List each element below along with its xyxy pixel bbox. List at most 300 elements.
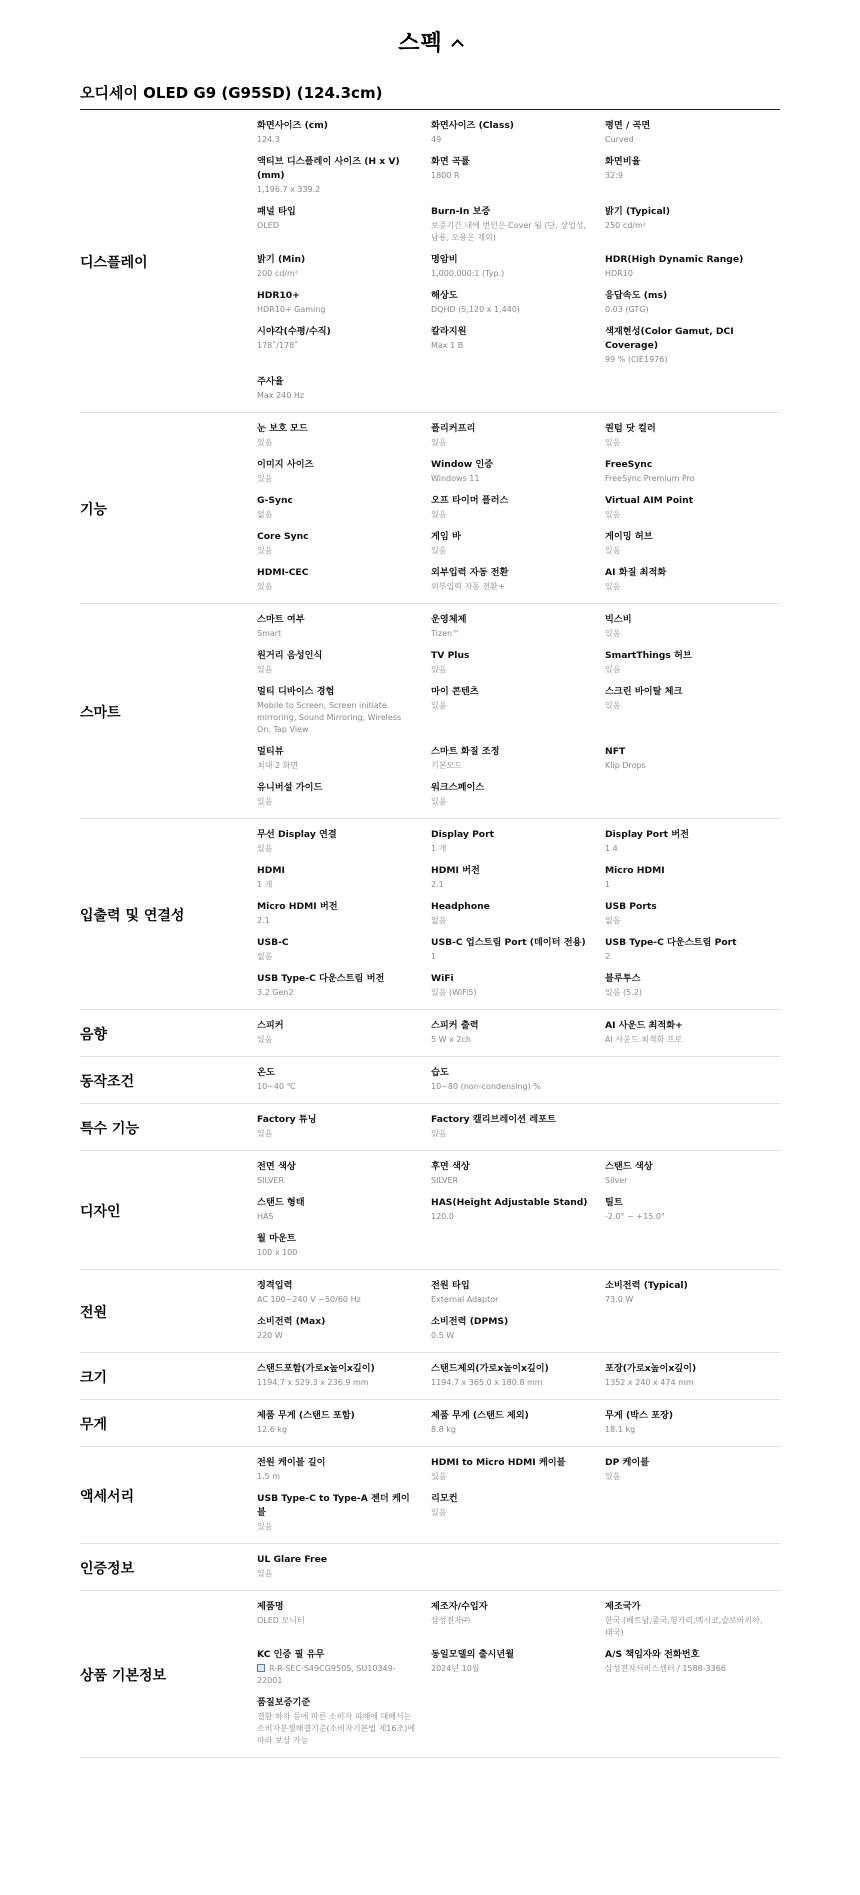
spec-label: 습도 — [431, 1067, 449, 1078]
spec-label: 스피커 출력 — [431, 1020, 479, 1031]
spec-section — [80, 413, 780, 604]
spec-item — [605, 116, 779, 152]
spec-item — [431, 250, 605, 286]
spec-value: 없음 — [605, 916, 621, 925]
spec-item — [431, 682, 605, 742]
spec-value: 외부입력 자동 전환+ — [431, 582, 505, 591]
spec-value: 있음 — [605, 546, 621, 555]
spec-label: USB Type-C 다운스트림 버전 — [257, 973, 385, 984]
spec-item — [257, 491, 431, 527]
spec-item — [257, 1110, 431, 1146]
spec-label: 소비전력 (DPMS) — [431, 1316, 509, 1327]
spec-value: 있음 — [431, 1472, 447, 1481]
spec-grid — [257, 1016, 780, 1052]
spec-item — [605, 322, 779, 372]
spec-value: 220 W — [257, 1331, 283, 1340]
spec-item — [257, 202, 431, 250]
kc-mark-icon — [257, 1664, 265, 1672]
spec-value: 결함·하자 등에 따른 소비자 피해에 대해서는 소비자분쟁해결기준(소비자기본법 제16조)에 따라 보상 가능 — [257, 1712, 416, 1745]
spec-item — [257, 250, 431, 286]
spec-label: Factory 튜닝 — [257, 1114, 317, 1125]
spec-item — [257, 1193, 431, 1229]
spec-value: OLED 모니터 — [257, 1616, 305, 1625]
spec-label: 품질보증기준 — [257, 1697, 311, 1708]
spec-header[interactable] — [0, 0, 860, 70]
spec-value: 0.5 W — [431, 1331, 455, 1340]
spec-section — [80, 1151, 780, 1270]
spec-section — [80, 1400, 780, 1447]
spec-sections — [80, 110, 780, 1758]
spec-label: 밝기 (Min) — [257, 254, 306, 265]
spec-value: 0.03 (GTG) — [605, 305, 649, 314]
spec-item — [257, 1597, 431, 1645]
spec-item — [605, 1276, 779, 1312]
spec-item — [431, 152, 605, 202]
spec-label: UL Glare Free — [257, 1554, 328, 1565]
spec-label: 해상도 — [431, 290, 458, 301]
spec-value: 없음 — [257, 510, 273, 519]
spec-grid — [257, 825, 780, 1005]
spec-item — [431, 1063, 605, 1099]
spec-item — [257, 1645, 431, 1693]
kc-number: R-R-SEC-S49CG950S, SU10349-22001 — [257, 1664, 396, 1685]
spec-value: 있음 — [431, 665, 447, 674]
spec-item — [257, 372, 431, 408]
spec-value: 99 % (CIE1976) — [605, 355, 668, 364]
spec-value: 있음 — [257, 1035, 273, 1044]
section-title: 액세서리 — [80, 1489, 135, 1505]
spec-value: 10~40 ℃ — [257, 1082, 296, 1091]
spec-value: 있음 — [605, 665, 621, 674]
spec-item — [605, 646, 779, 682]
spec-value: 18.1 kg — [605, 1425, 636, 1434]
spec-value: Klip Drops — [605, 761, 646, 770]
spec-value: 8.8 kg — [431, 1425, 456, 1434]
spec-value: 1 — [431, 952, 437, 961]
spec-label: 무게 (박스 포장) — [605, 1410, 674, 1421]
spec-label: 빅스비 — [605, 614, 632, 625]
spec-item — [431, 527, 605, 563]
spec-label: DP 케이블 — [605, 1457, 650, 1468]
spec-item — [605, 1016, 779, 1052]
spec-label: 액티브 디스플레이 사이즈 (H x V) (mm) — [257, 156, 400, 181]
spec-value: 있음 — [431, 510, 447, 519]
spec-value: 있음 — [257, 1129, 273, 1138]
spec-label: 응답속도 (ms) — [605, 290, 668, 301]
spec-item — [431, 1016, 605, 1052]
spec-value: 삼성전자㈜ — [431, 1616, 470, 1625]
spec-value: 없음 — [257, 952, 273, 961]
spec-label: USB Type-C 다운스트림 Port — [605, 937, 737, 948]
chevron-up-icon[interactable] — [451, 39, 464, 52]
spec-value: 있음 — [257, 1522, 273, 1531]
spec-item — [257, 527, 431, 563]
spec-section — [80, 604, 780, 819]
spec-value: Max 240 Hz — [257, 391, 305, 400]
spec-item — [257, 1063, 431, 1099]
spec-label: 스탠드제외(가로x높이x깊이) — [431, 1363, 549, 1374]
spec-value: 1352 x 240 x 474 mm — [605, 1378, 694, 1387]
spec-label: 평면 / 곡면 — [605, 120, 651, 131]
spec-grid — [257, 1157, 780, 1265]
spec-label: 게임 바 — [431, 531, 461, 542]
spec-label: 무선 Display 연결 — [257, 829, 337, 840]
spec-value: 기본모드 — [431, 761, 462, 770]
spec-item — [257, 152, 431, 202]
spec-value: OLED — [257, 221, 279, 230]
section-title: 무게 — [80, 1417, 108, 1433]
spec-label: 전면 색상 — [257, 1161, 296, 1172]
spec-value: FreeSync Premium Pro — [605, 474, 695, 483]
spec-item — [605, 825, 779, 861]
spec-section — [80, 1057, 780, 1104]
spec-item — [257, 742, 431, 778]
spec-item — [257, 419, 431, 455]
spec-value: 178˚/178˚ — [257, 341, 299, 350]
spec-item — [257, 825, 431, 861]
spec-label: HDMI — [257, 865, 285, 876]
spec-label: 정격입력 — [257, 1280, 293, 1291]
spec-item — [605, 563, 779, 599]
spec-item — [605, 152, 779, 202]
spec-item — [431, 933, 605, 969]
spec-value: 있음 — [605, 582, 621, 591]
spec-value: HDR10 — [605, 269, 633, 278]
spec-value: 있음 — [257, 546, 273, 555]
spec-item — [257, 1693, 431, 1753]
section-title: 인증정보 — [80, 1561, 135, 1577]
spec-label: HDMI-CEC — [257, 567, 309, 578]
spec-label: 워크스페이스 — [431, 782, 485, 793]
spec-value: AC 100~240 V ~50/60 Hz — [257, 1295, 361, 1304]
spec-value: 12.6 kg — [257, 1425, 288, 1434]
spec-value: 있음 — [605, 629, 621, 638]
spec-label: 제조국가 — [605, 1601, 641, 1612]
spec-value: 32:9 — [605, 171, 623, 180]
spec-item — [257, 778, 431, 814]
spec-label: TV Plus — [431, 650, 470, 661]
spec-item — [257, 455, 431, 491]
spec-label: 전원 타입 — [431, 1280, 470, 1291]
spec-label: 소비전력 (Max) — [257, 1316, 326, 1327]
spec-value: 있음 — [605, 701, 621, 710]
spec-title: 스펙 — [398, 30, 443, 56]
spec-item — [431, 825, 605, 861]
spec-label: 후면 색상 — [431, 1161, 470, 1172]
spec-value: 있음 — [431, 797, 447, 806]
spec-item — [257, 1359, 431, 1395]
spec-value: 1.5 m — [257, 1472, 281, 1481]
spec-value: 있음 — [431, 438, 447, 447]
spec-label: USB-C — [257, 937, 289, 948]
spec-item — [257, 1489, 431, 1539]
spec-item — [431, 1453, 605, 1489]
spec-item — [431, 861, 605, 897]
spec-label: 스크린 바이탈 체크 — [605, 686, 683, 697]
spec-label: 칼라지원 — [431, 326, 467, 337]
spec-label: 스피커 — [257, 1020, 284, 1031]
spec-item — [431, 202, 605, 250]
spec-label: HDR(High Dynamic Range) — [605, 254, 744, 265]
spec-value: SILVER — [431, 1176, 459, 1185]
spec-value: 1,000,000:1 (Typ.) — [431, 269, 505, 278]
spec-grid — [257, 419, 780, 599]
spec-item — [431, 778, 605, 814]
spec-item — [257, 1229, 431, 1265]
spec-label: 동일모델의 출시년월 — [431, 1649, 515, 1660]
spec-value: 1194.7 x 365.0 x 180.8 mm — [431, 1378, 543, 1387]
spec-value: 있음 — [257, 665, 273, 674]
spec-value: 있음 — [431, 546, 447, 555]
spec-label: 월 마운트 — [257, 1233, 296, 1244]
spec-section — [80, 1270, 780, 1353]
spec-item — [605, 527, 779, 563]
spec-item — [605, 742, 779, 778]
spec-item — [257, 286, 431, 322]
spec-value: Tizen™ — [431, 629, 461, 638]
spec-value: 있음 — [605, 438, 621, 447]
spec-item — [431, 646, 605, 682]
spec-label: 색재현성(Color Gamut, DCI Coverage) — [605, 326, 734, 351]
spec-label: 제품명 — [257, 1601, 284, 1612]
spec-value: SILVER — [257, 1176, 285, 1185]
spec-label: 플리커프리 — [431, 423, 476, 434]
spec-label: AI 사운드 최적화+ — [605, 1020, 683, 1031]
spec-item — [605, 286, 779, 322]
spec-item — [257, 610, 431, 646]
spec-section — [80, 1010, 780, 1057]
spec-item — [431, 419, 605, 455]
spec-label: 틸트 — [605, 1197, 623, 1208]
spec-item — [431, 1597, 605, 1645]
spec-label: SmartThings 허브 — [605, 650, 692, 661]
spec-label: 화면사이즈 (Class) — [431, 120, 515, 131]
spec-item — [431, 897, 605, 933]
section-title: 음향 — [80, 1027, 108, 1043]
spec-label: 운영체제 — [431, 614, 467, 625]
spec-label: 외부입력 자동 전환 — [431, 567, 509, 578]
spec-item — [431, 1312, 605, 1348]
spec-value: 2 — [605, 952, 611, 961]
spec-item — [257, 1453, 431, 1489]
spec-section — [80, 1544, 780, 1591]
spec-value: 3.2 Gen2 — [257, 988, 294, 997]
spec-item — [605, 1453, 779, 1489]
spec-grid — [257, 116, 780, 408]
spec-value: Curved — [605, 135, 634, 144]
spec-label: NFT — [605, 746, 626, 757]
spec-section — [80, 1353, 780, 1400]
spec-item — [431, 322, 605, 372]
spec-label: 게이밍 허브 — [605, 531, 653, 542]
spec-value: Windows 11 — [431, 474, 480, 483]
spec-value: 100 x 100 — [257, 1248, 298, 1257]
spec-label: 제품 무게 (스탠드 제외) — [431, 1410, 529, 1421]
spec-value: 1800 R — [431, 171, 460, 180]
spec-value: HAS — [257, 1212, 274, 1221]
spec-item — [257, 897, 431, 933]
spec-value — [257, 1663, 417, 1687]
spec-grid — [257, 1453, 780, 1539]
spec-value: 보증기간 내에 번인은 Cover 됨 (단, 상업성, 남용, 오용은 제외) — [431, 221, 587, 242]
spec-item — [257, 322, 431, 372]
spec-value: Mobile to Screen, Screen initiate mirroring, Sound Mirroring, Wireless On, Tap View — [257, 701, 402, 734]
spec-value: 있음 — [431, 1508, 447, 1517]
spec-label: 오프 타이머 플러스 — [431, 495, 509, 506]
spec-label: 전원 케이블 길이 — [257, 1457, 326, 1468]
spec-item — [605, 1359, 779, 1395]
spec-label: 패널 타입 — [257, 206, 296, 217]
spec-item — [605, 610, 779, 646]
spec-label: G-Sync — [257, 495, 293, 506]
spec-item — [431, 1406, 605, 1442]
section-title: 크기 — [80, 1370, 108, 1386]
spec-item — [431, 1193, 605, 1229]
spec-label: 멀티뷰 — [257, 746, 284, 757]
spec-section — [80, 819, 780, 1010]
spec-label: Factory 캘리브레이션 레포트 — [431, 1114, 556, 1125]
spec-item — [605, 1193, 779, 1229]
spec-label: Burn-In 보증 — [431, 206, 491, 217]
spec-item — [605, 419, 779, 455]
spec-label: 화면사이즈 (cm) — [257, 120, 328, 131]
section-title: 동작조건 — [80, 1074, 135, 1090]
spec-value: 있음 — [257, 797, 273, 806]
spec-value: AI 사운드 최적화 프로 — [605, 1035, 683, 1044]
spec-label: 리모컨 — [431, 1493, 458, 1504]
spec-value: 10~80 (non-condensing) % — [431, 1082, 541, 1091]
spec-grid — [257, 1063, 780, 1099]
spec-label: 스마트 화질 조정 — [431, 746, 500, 757]
spec-value: 1.4 — [605, 844, 618, 853]
spec-label: 밝기 (Typical) — [605, 206, 671, 217]
section-title: 기능 — [80, 502, 108, 518]
spec-item — [257, 969, 431, 1005]
section-title: 특수 기능 — [80, 1121, 139, 1137]
spec-item — [431, 1359, 605, 1395]
spec-item — [431, 969, 605, 1005]
section-title: 스마트 — [80, 705, 121, 721]
spec-item — [257, 933, 431, 969]
spec-label: Micro HDMI — [605, 865, 665, 876]
spec-grid — [257, 1359, 780, 1395]
spec-label: 화면 곡률 — [431, 156, 470, 167]
spec-label: Virtual AIM Point — [605, 495, 694, 506]
spec-grid — [257, 1597, 780, 1753]
spec-value: 49 — [431, 135, 442, 144]
spec-label: 원거리 음성인식 — [257, 650, 323, 661]
spec-item — [605, 861, 779, 897]
section-title: 디자인 — [80, 1204, 121, 1220]
spec-item — [431, 1489, 605, 1539]
spec-label: HDR10+ — [257, 290, 300, 301]
spec-value: Max 1 B — [431, 341, 464, 350]
spec-item — [431, 1276, 605, 1312]
spec-value: 73.0 W — [605, 1295, 634, 1304]
spec-label: 명암비 — [431, 254, 458, 265]
spec-label: 이미지 사이즈 — [257, 459, 314, 470]
spec-item — [257, 646, 431, 682]
spec-item — [257, 1016, 431, 1052]
spec-value: 있음 — [257, 582, 273, 591]
spec-item — [605, 202, 779, 250]
spec-value: 있음 — [431, 1129, 447, 1138]
spec-grid — [257, 610, 780, 814]
spec-label: Display Port — [431, 829, 495, 840]
spec-label: 스탠드 형태 — [257, 1197, 305, 1208]
spec-grid — [257, 1276, 780, 1348]
spec-label: AI 화질 최적화 — [605, 567, 667, 578]
spec-item — [431, 116, 605, 152]
spec-item — [257, 563, 431, 599]
spec-value: 250 cd/m² — [605, 221, 646, 230]
spec-section — [80, 1447, 780, 1544]
spec-item — [431, 286, 605, 322]
spec-label: 멀티 디바이스 경험 — [257, 686, 335, 697]
spec-label: Core Sync — [257, 531, 309, 542]
spec-value: 있음 — [257, 844, 273, 853]
spec-label: Micro HDMI 버전 — [257, 901, 338, 912]
section-title: 입출력 및 연결성 — [80, 908, 185, 924]
spec-label: HDMI to Micro HDMI 케이블 — [431, 1457, 566, 1468]
spec-value: 있음 — [257, 438, 273, 447]
spec-item — [431, 1157, 605, 1193]
spec-label: 눈 보호 모드 — [257, 423, 308, 434]
spec-label: 소비전력 (Typical) — [605, 1280, 688, 1291]
spec-item — [431, 1110, 605, 1146]
spec-value: 1 개 — [431, 844, 447, 853]
spec-value: Silver — [605, 1176, 628, 1185]
spec-item — [257, 1312, 431, 1348]
spec-label: 온도 — [257, 1067, 275, 1078]
spec-grid — [257, 1550, 780, 1586]
spec-value: 없음 — [431, 916, 447, 925]
spec-value: 1 — [605, 880, 611, 889]
spec-label: 스마트 여부 — [257, 614, 305, 625]
spec-label: KC 인증 필 유무 — [257, 1649, 325, 1660]
spec-label: Display Port 버전 — [605, 829, 689, 840]
spec-label: 제품 무게 (스탠드 포함) — [257, 1410, 355, 1421]
spec-label: 블루투스 — [605, 973, 641, 984]
spec-item — [431, 610, 605, 646]
spec-value: 있음 (5.2) — [605, 988, 642, 997]
section-title: 상품 기본정보 — [80, 1668, 167, 1684]
spec-label: Headphone — [431, 901, 490, 912]
spec-value: 있음 (WiFi5) — [431, 988, 477, 997]
spec-label: 제조자/수입자 — [431, 1601, 488, 1612]
spec-label: 스탠드 색상 — [605, 1161, 653, 1172]
section-title: 전원 — [80, 1305, 108, 1321]
spec-label: WiFi — [431, 973, 454, 984]
spec-section — [80, 110, 780, 413]
spec-value: 1 개 — [257, 880, 273, 889]
spec-label: FreeSync — [605, 459, 653, 470]
spec-item — [605, 1157, 779, 1193]
spec-label: 주사율 — [257, 376, 284, 387]
spec-item — [257, 1406, 431, 1442]
spec-grid — [257, 1406, 780, 1442]
spec-value: External Adaptor — [431, 1295, 499, 1304]
spec-label: 마이 콘텐츠 — [431, 686, 479, 697]
spec-item — [605, 1406, 779, 1442]
spec-value: 있음 — [257, 474, 273, 483]
spec-item — [431, 742, 605, 778]
spec-item — [257, 1276, 431, 1312]
spec-item — [605, 455, 779, 491]
spec-label: 포장(가로x높이x깊이) — [605, 1363, 697, 1374]
spec-section — [80, 1591, 780, 1758]
spec-value: 최대 2 화면 — [257, 761, 299, 770]
